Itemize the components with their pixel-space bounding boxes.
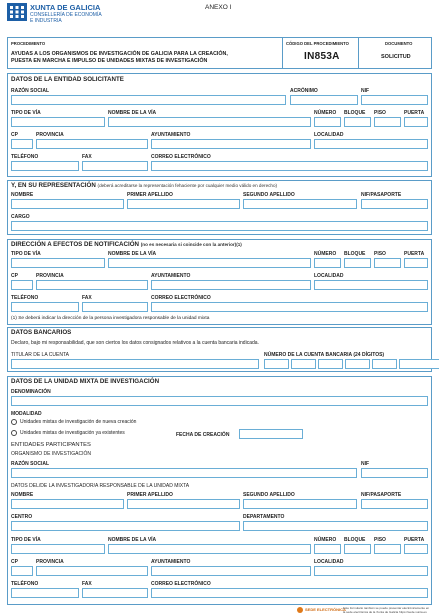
input-cp[interactable] (11, 139, 33, 149)
label-r-numero: NÚMERO (314, 537, 337, 543)
section-notification-title: DIRECCIÓN A EFECTOS DE NOTIFICACIÓN (no es necesaria si coincide con la anterior)(1) (11, 241, 242, 248)
input-rep-ap2[interactable] (243, 199, 357, 209)
label-n-numero: NÚMERO (314, 251, 337, 257)
label-r-ayuntamiento: AYUNTAMIENTO (151, 559, 191, 565)
input-rep-nombre[interactable] (11, 199, 124, 209)
input-u-nif[interactable] (361, 468, 428, 478)
label-bloque: BLOQUE (344, 110, 366, 116)
label-cp: CP (11, 132, 18, 138)
procedure-label: PROCEDIMENTO (11, 41, 46, 46)
label-r-nif: NIF/PASAPORTE (361, 492, 402, 498)
label-rep-cargo: CARGO (11, 214, 30, 220)
section-bank-title: DATOS BANCARIOS (11, 329, 72, 336)
procedure-title-2: PUESTA EN MARCHA E IMPULSO DE UNIDADES MIXTAS DE INVESTIGACIÓN (11, 58, 208, 64)
label-r-provincia: PROVINCIA (36, 559, 64, 565)
label-r-piso: PISO (374, 537, 386, 543)
label-r-ap2: SEGUNDO APELLIDO (243, 492, 295, 498)
label-rep-ap1: PRIMER APELLIDO (127, 192, 173, 198)
input-r-puerta[interactable] (404, 544, 428, 554)
input-n-tipo-via[interactable] (11, 258, 105, 268)
label-r-tipo-via: TIPO DE VÍA (11, 537, 41, 543)
input-tipo-via[interactable] (11, 117, 105, 127)
radio-nueva-creacion[interactable] (11, 419, 17, 425)
label-piso: PISO (374, 110, 386, 116)
label-rep-nombre: NOMBRE (11, 192, 34, 198)
option-nueva-creacion: Unidades mixtas de investigación de nueva creación (20, 419, 137, 425)
label-acronimo: ACRÓNIMO (290, 88, 318, 94)
label-r-fax: FAX (82, 581, 92, 587)
label-departamento: DEPARTAMENTO (243, 514, 285, 520)
input-correo[interactable] (151, 161, 428, 171)
label-r-cp: CP (11, 559, 18, 565)
label-numero: NÚMERO (314, 110, 337, 116)
sede-electronica-icon (297, 607, 303, 613)
input-r-nif[interactable] (361, 499, 428, 509)
input-fecha-creacion[interactable] (239, 429, 303, 439)
label-telefono: TELÉFONO (11, 154, 39, 160)
account-number-group-3[interactable] (318, 359, 343, 369)
annex-title: ANEXO I (205, 4, 232, 11)
label-r-telefono: TELÉFONO (11, 581, 39, 587)
label-razon-social: RAZÓN SOCIAL (11, 88, 50, 94)
input-r-cp[interactable] (11, 566, 33, 576)
responsable-title: DATOS DEL/DE LA INVESTIGADOR/A RESPONSABLE DE LA UNIDAD MIXTA (11, 483, 190, 489)
label-organismo: ORGANISMO DE INVESTIGACIÓN (11, 451, 92, 457)
section-representative-title: Y, EN SU REPRESENTACIÓN (deberá acreditarse la representación fehaciente por cualquier medio válido en derecho) (11, 182, 278, 189)
procedure-code: IN853A (304, 51, 340, 62)
label-modalidad: MODALIDAD (11, 411, 42, 417)
xunta-logo (7, 3, 27, 21)
input-denominacion[interactable] (11, 396, 428, 406)
label-n-cp: CP (11, 273, 18, 279)
input-bloque[interactable] (344, 117, 371, 127)
input-telefono[interactable] (11, 161, 79, 171)
input-n-cp[interactable] (11, 280, 33, 290)
input-n-telefono[interactable] (11, 302, 79, 312)
entidades-title: ENTIDADES PARTICIPANTES (11, 442, 91, 448)
label-denominacion: DENOMINACIÓN (11, 389, 51, 395)
input-puerta[interactable] (404, 117, 428, 127)
input-n-piso[interactable] (374, 258, 401, 268)
input-r-provincia[interactable] (36, 566, 148, 576)
label-n-fax: FAX (82, 295, 92, 301)
label-rep-ap2: SEGUNDO APELLIDO (243, 192, 295, 198)
input-n-localidad[interactable] (314, 280, 428, 290)
input-n-ayuntamiento[interactable] (151, 280, 311, 290)
input-r-piso[interactable] (374, 544, 401, 554)
input-n-nombre-via[interactable] (108, 258, 311, 268)
input-r-nombre-via[interactable] (108, 544, 311, 554)
label-n-nombre-via: NOMBRE DE LA VÍA (108, 251, 157, 257)
account-number-group-5[interactable] (372, 359, 397, 369)
label-titular: TITULAR DE LA CUENTA (11, 352, 69, 358)
label-r-nombre: NOMBRE (11, 492, 34, 498)
label-centro: CENTRO (11, 514, 33, 520)
footer-text-1: Este formulario también se puede presentar electrónicamente en (343, 606, 430, 610)
input-n-bloque[interactable] (344, 258, 371, 268)
document-value: SOLICITUD (381, 54, 411, 60)
label-u-nif: NIF (361, 461, 370, 467)
xunta-shield-icon (7, 3, 27, 21)
label-n-provincia: PROVINCIA (36, 273, 64, 279)
label-r-ap1: PRIMER APELLIDO (127, 492, 173, 498)
label-n-piso: PISO (374, 251, 386, 257)
input-r-ap2[interactable] (243, 499, 357, 509)
section-unit-title: DATOS DE LA UNIDAD MIXTA DE INVESTIGACIÓN (11, 378, 160, 385)
input-n-correo[interactable] (151, 302, 428, 312)
label-n-bloque: BLOQUE (344, 251, 366, 257)
label-r-localidad: LOCALIDAD (314, 559, 344, 565)
input-centro[interactable] (11, 521, 240, 531)
input-rep-ap1[interactable] (127, 199, 240, 209)
input-u-razon[interactable] (11, 468, 357, 478)
input-r-localidad[interactable] (314, 566, 428, 576)
input-n-provincia[interactable] (36, 280, 148, 290)
label-n-tipo-via: TIPO DE VÍA (11, 251, 41, 257)
notification-note: (1) Se deberá indicar la dirección de la persona investigadora responsable de la unidad mixta (11, 316, 210, 321)
account-number-group-4[interactable] (345, 359, 370, 369)
input-n-fax[interactable] (82, 302, 148, 312)
label-account-number: NÚMERO DE LA CUENTA BANCARIA (24 DÍGITOS) (264, 352, 385, 358)
label-n-telefono: TELÉFONO (11, 295, 39, 301)
input-nif[interactable] (361, 95, 428, 105)
input-r-numero[interactable] (314, 544, 341, 554)
label-nombre-via: NOMBRE DE LA VÍA (108, 110, 157, 116)
label-n-correo: CORREO ELECTRÓNICO (151, 295, 211, 301)
label-n-puerta: PUERTA (404, 251, 425, 257)
input-localidad[interactable] (314, 139, 428, 149)
document-label: DOCUMENTO (385, 41, 413, 46)
label-ayuntamiento: AYUNTAMIENTO (151, 132, 191, 138)
label-provincia: PROVINCIA (36, 132, 64, 138)
section-applicant-title: DATOS DE LA ENTIDAD SOLICITANTE (11, 76, 124, 83)
label-r-correo: CORREO ELECTRÓNICO (151, 581, 211, 587)
input-razon-social[interactable] (11, 95, 286, 105)
input-r-ap1[interactable] (127, 499, 240, 509)
label-r-puerta: PUERTA (404, 537, 425, 543)
input-r-tipo-via[interactable] (11, 544, 105, 554)
label-rep-nif: NIF/PASAPORTE (361, 192, 402, 198)
account-number-group-6[interactable] (399, 359, 439, 369)
label-nif: NIF (361, 88, 370, 94)
label-n-ayuntamiento: AYUNTAMIENTO (151, 273, 191, 279)
input-r-ayuntamiento[interactable] (151, 566, 311, 576)
input-r-nombre[interactable] (11, 499, 124, 509)
label-n-localidad: LOCALIDAD (314, 273, 344, 279)
input-numero[interactable] (314, 117, 341, 127)
label-correo: CORREO ELECTRÓNICO (151, 154, 211, 160)
account-number-group-2[interactable] (291, 359, 316, 369)
input-piso[interactable] (374, 117, 401, 127)
input-acronimo[interactable] (290, 95, 358, 105)
label-localidad: LOCALIDAD (314, 132, 344, 138)
footer-text-2: la sede electrónica de la Xunta de Galicia https://sede.xunta.es (343, 610, 427, 614)
input-r-telefono[interactable] (11, 588, 79, 598)
label-r-bloque: BLOQUE (344, 537, 366, 543)
procedure-title-1: AYUDAS A LOS ORGANISMOS DE INVESTIGACIÓN DE GALICIA PARA LA CREACIÓN, (11, 51, 228, 57)
label-fax: FAX (82, 154, 92, 160)
radio-ya-existentes[interactable] (11, 430, 17, 436)
label-tipo-via: TIPO DE VÍA (11, 110, 41, 116)
label-r-nombre-via: NOMBRE DE LA VÍA (108, 537, 157, 543)
logo-dept-line1: CONSELLERÍA DE ECONOMÍA (30, 12, 102, 18)
label-puerta: PUERTA (404, 110, 425, 116)
input-n-numero[interactable] (314, 258, 341, 268)
input-provincia[interactable] (36, 139, 148, 149)
procedure-code-label: CÓDIGO DEL PROCEDIMIENTO (286, 41, 349, 46)
input-departamento[interactable] (243, 521, 428, 531)
input-nombre-via[interactable] (108, 117, 311, 127)
label-u-razon: RAZÓN SOCIAL (11, 461, 50, 467)
input-r-bloque[interactable] (344, 544, 371, 554)
option-ya-existentes: Unidades mixtas de investigación ya existentes (20, 430, 125, 436)
input-rep-nif[interactable] (361, 199, 428, 209)
bank-declaration: Declaro, bajo mi responsabilidad, que son ciertos los datos consignados relativos a la cuenta bancaria indicada. (11, 340, 259, 346)
sede-electronica-badge: SEDE ELECTRÓNICA (305, 607, 346, 612)
input-fax[interactable] (82, 161, 148, 171)
logo-title: XUNTA DE GALICIA (30, 3, 101, 12)
account-number-group-1[interactable] (264, 359, 289, 369)
logo-dept-line2: E INDUSTRIA (30, 18, 62, 24)
input-n-puerta[interactable] (404, 258, 428, 268)
label-fecha-creacion: FECHA DE CREACIÓN (176, 432, 230, 438)
input-r-fax[interactable] (82, 588, 148, 598)
input-r-correo[interactable] (151, 588, 428, 598)
input-titular[interactable] (11, 359, 259, 369)
input-ayuntamiento[interactable] (151, 139, 311, 149)
input-rep-cargo[interactable] (11, 221, 428, 231)
